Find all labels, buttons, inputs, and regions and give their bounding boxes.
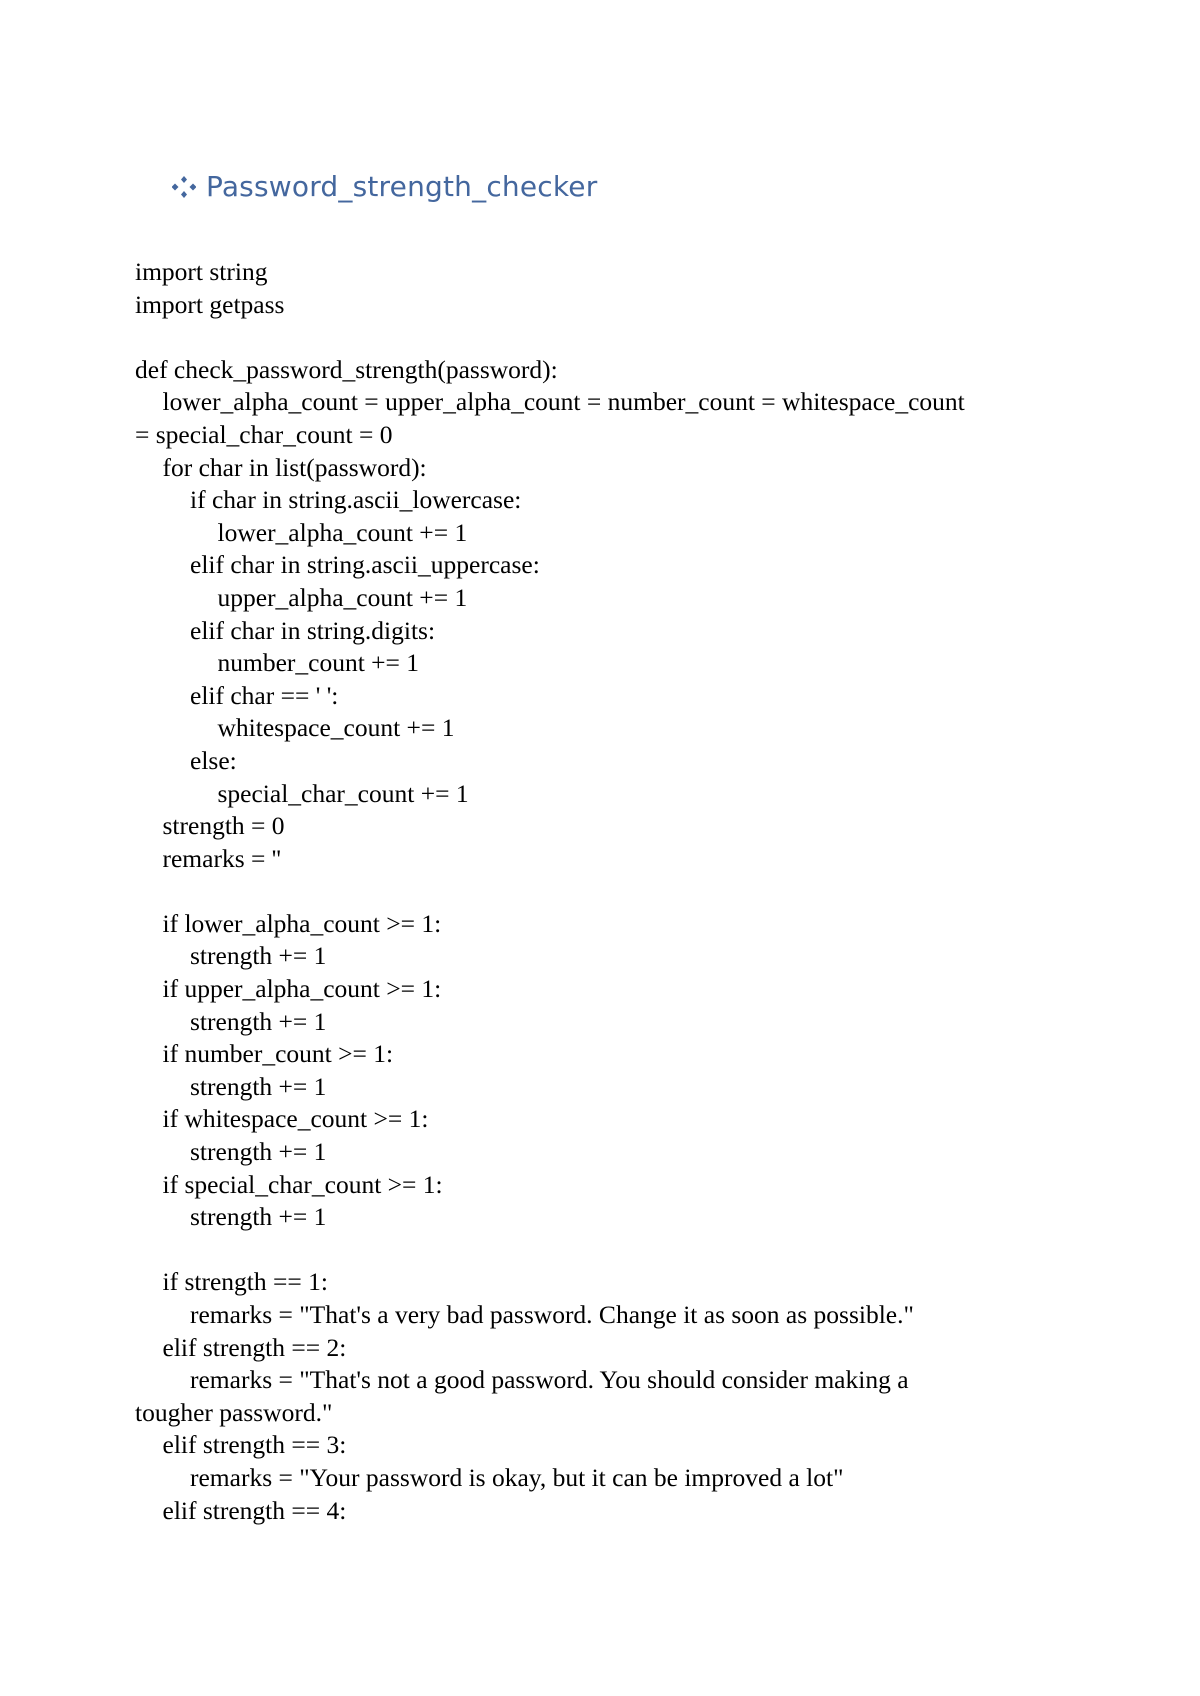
blank-line [135, 321, 1065, 354]
code-line: elif strength == 2: [162, 1332, 347, 1362]
blank-line [135, 875, 1065, 908]
code-line: elif strength == 4: [162, 1495, 347, 1525]
code-line: else: [190, 745, 237, 775]
code-line: elif char == ' ': [190, 680, 339, 710]
code-line: upper_alpha_count += 1 [217, 582, 468, 612]
code-line: special_char_count += 1 [217, 778, 469, 808]
code-line: strength += 1 [190, 1137, 327, 1167]
code-line: if lower_alpha_count >= 1: [162, 908, 442, 938]
code-line: elif strength == 3: [162, 1430, 347, 1460]
heading-title: Password_strength_checker [206, 170, 598, 203]
section-heading [172, 170, 597, 203]
code-line: strength += 1 [190, 941, 327, 971]
code-line: if strength == 1: [162, 1267, 328, 1297]
code-line: strength += 1 [190, 1071, 327, 1101]
code-line: number_count += 1 [217, 648, 420, 678]
code-line: for char in list(password): [162, 452, 427, 482]
code-line: elif char in string.ascii_uppercase: [190, 550, 540, 580]
code-line: = special_char_count = 0 [135, 419, 393, 449]
code-line: def check_password_strength(password): [135, 354, 558, 384]
code-line: if upper_alpha_count >= 1: [162, 974, 442, 1004]
code-line: tougher password." [135, 1397, 333, 1427]
code-line: remarks = "Your password is okay, but it can be improved a lot" [190, 1462, 844, 1492]
code-line: remarks = "That's a very bad password. Change it as soon as possible." [190, 1300, 914, 1329]
code-line: strength += 1 [190, 1202, 327, 1232]
blank-line [135, 1234, 1065, 1267]
code-line: if char in string.ascii_lowercase: [190, 485, 522, 515]
code-line: remarks = '' [162, 843, 281, 873]
code-line: elif char in string.digits: [190, 615, 436, 645]
diamond-bullet-icon [172, 174, 198, 202]
code-line: import string [135, 257, 268, 286]
code-line: whitespace_count += 1 [217, 713, 455, 743]
code-line: if number_count >= 1: [162, 1039, 394, 1069]
code-block [135, 256, 1065, 1527]
code-line: lower_alpha_count += 1 [217, 517, 468, 547]
code-line: remarks = "That's not a good password. You should consider making a [190, 1365, 909, 1395]
code-line: import getpass [135, 289, 285, 319]
code-line: strength += 1 [190, 1006, 327, 1036]
code-line: strength = 0 [162, 811, 285, 841]
code-line: if special_char_count >= 1: [162, 1169, 443, 1199]
code-line: if whitespace_count >= 1: [162, 1104, 429, 1134]
code-line: lower_alpha_count = upper_alpha_count = number_count = whitespace_count [162, 387, 965, 417]
